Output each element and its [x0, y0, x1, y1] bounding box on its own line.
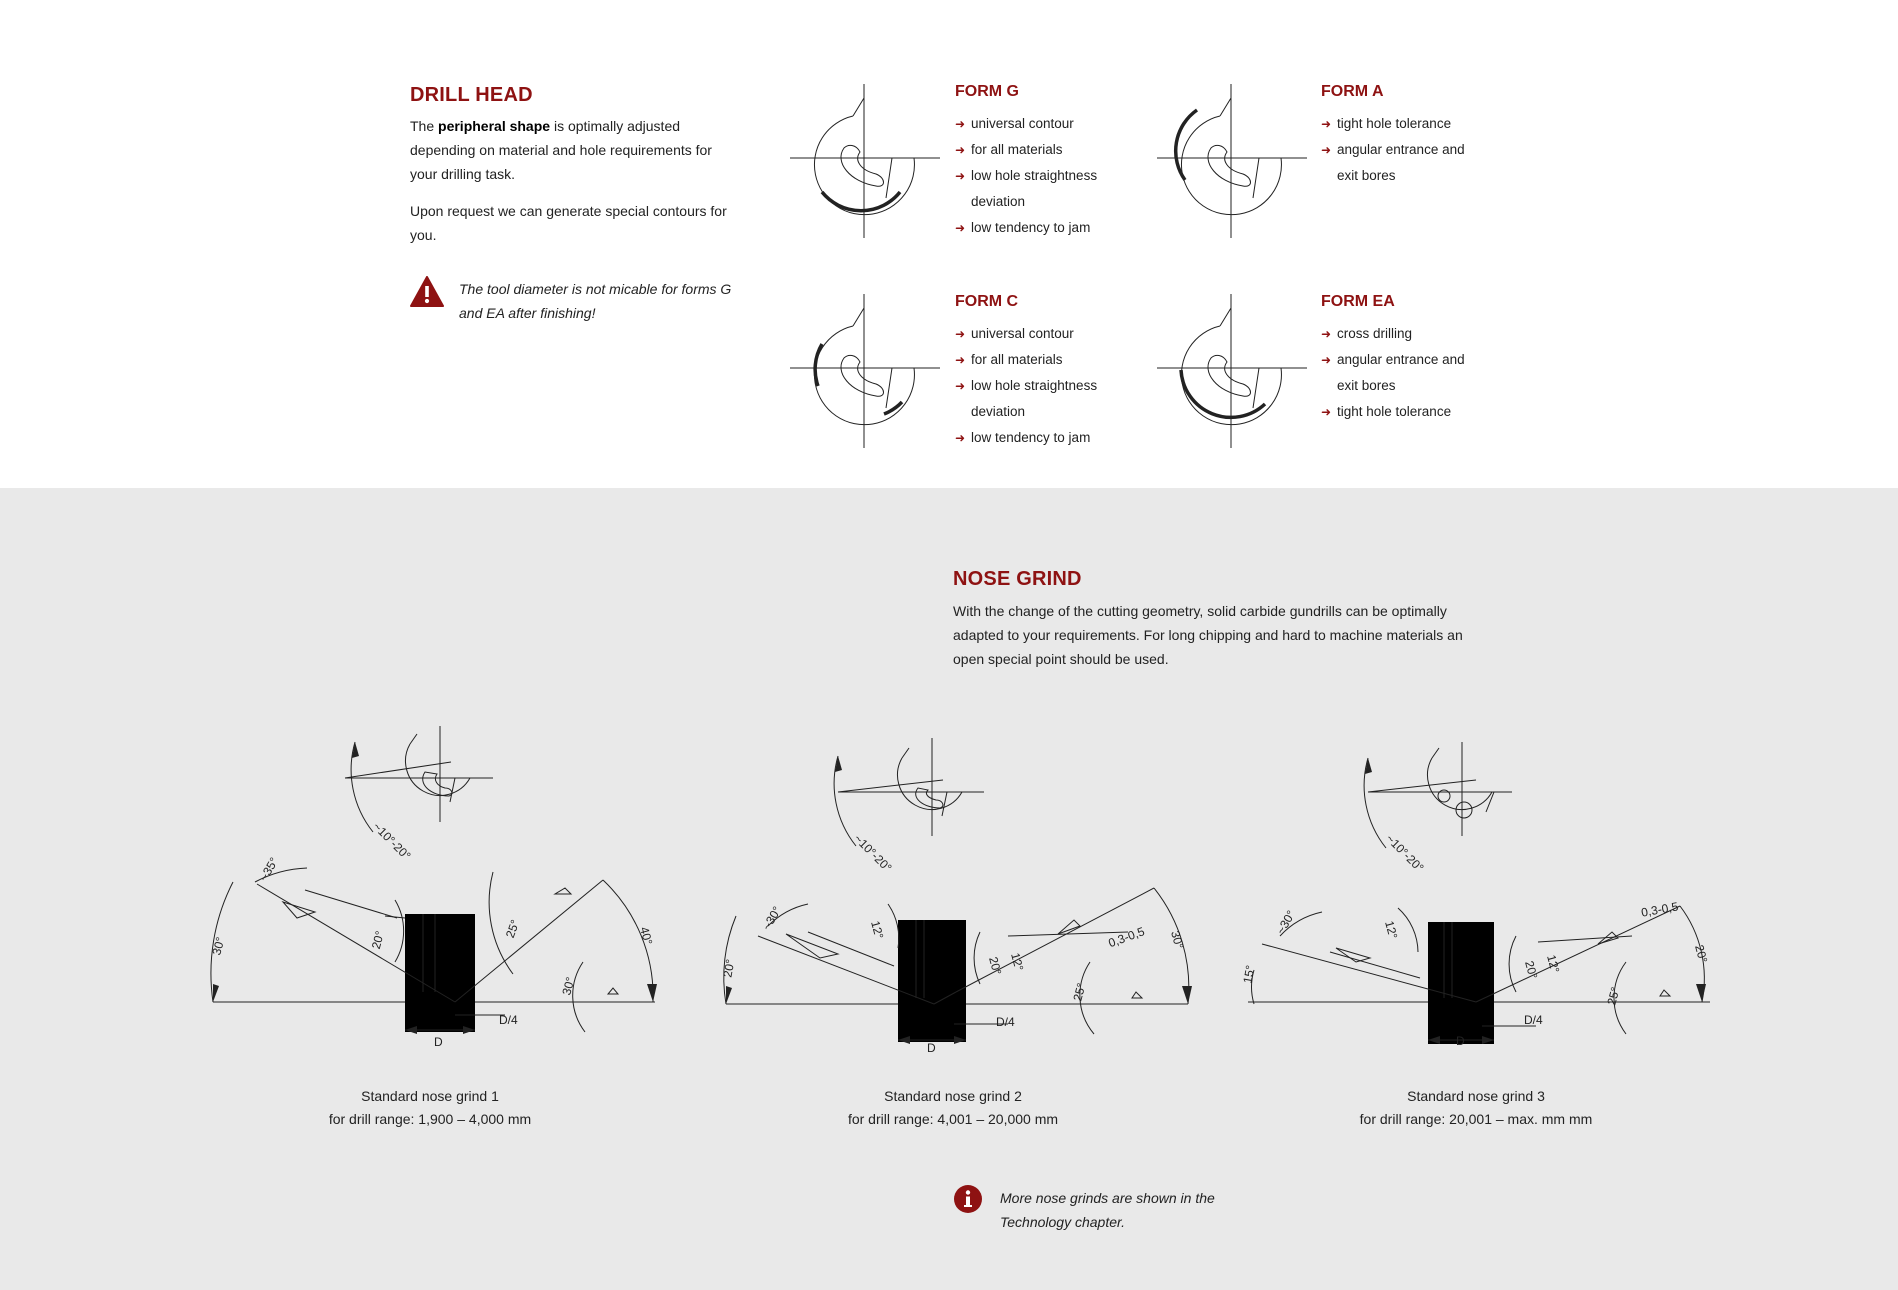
form-ea-list: [1321, 321, 1491, 425]
drill-head-title: DRILL HEAD: [410, 84, 533, 106]
list-item: ➜ low hole straightness deviation: [955, 163, 1121, 215]
list-item: ➜ low hole straightness deviation: [955, 373, 1121, 425]
grind3-d4: D/4: [1524, 1013, 1543, 1027]
form-ea-drawing: [1155, 292, 1315, 452]
grind3-a6: 0,3-0,5: [1640, 899, 1680, 920]
grind-3-name: Standard nose grind 3: [1407, 1088, 1545, 1104]
grind-2-name: Standard nose grind 2: [884, 1088, 1022, 1104]
list-item: ➜ for all materials: [955, 137, 1155, 163]
grind1-a4: 25°: [502, 917, 523, 940]
grind3-d: D: [1456, 1034, 1465, 1048]
form-c-drawing: [788, 292, 948, 452]
list-item: ➜ tight hole tolerance: [1321, 111, 1491, 137]
nose-grind-description: With the change of the cutting geometry, solid carbide gundrills can be optimally adapted to your requirements. For long chipping and hard to machine materials an open special point should be used.: [953, 603, 1463, 667]
info-circle-icon: [953, 1184, 983, 1214]
grind3-a8: 25°: [1604, 985, 1623, 1007]
grind-3-caption: [1296, 1085, 1656, 1131]
grind1-a5: 40°: [637, 925, 656, 947]
grind2-a8: 25°: [1070, 981, 1089, 1003]
grind-1-name: Standard nose grind 1: [361, 1088, 499, 1104]
grind-1-range: for drill range: 1,900 – 4,000 mm: [328, 1111, 532, 1127]
form-g-list: [955, 111, 1155, 241]
grind1-d4: D/4: [499, 1013, 518, 1027]
info-note: More nose grinds are shown in the Technology chapter.: [1000, 1190, 1215, 1230]
grind1-a1: ~35°: [256, 854, 282, 884]
form-a-drawing: [1155, 82, 1315, 242]
intro-pre: The: [410, 118, 439, 134]
list-item: ➜ angular entrance and exit bores: [1321, 137, 1482, 189]
grind1-d: D: [434, 1035, 443, 1049]
list-item: ➜ low tendency to jam: [955, 215, 1155, 241]
warning-note: The tool diameter is not micable for forms G and EA after finishing!: [459, 281, 732, 321]
grind3-a5: 12°: [1544, 953, 1563, 975]
grind1-top-angle: ~10°-20°: [370, 819, 414, 863]
list-item: ➜ angular entrance and exit bores: [1321, 347, 1482, 399]
grind3-a7: 20°: [1692, 943, 1711, 965]
grind3-a2: 15°: [1240, 964, 1258, 985]
list-item: ➜ low tendency to jam: [955, 425, 1155, 451]
grind2-a5: 12°: [1008, 951, 1027, 973]
intro-bold: peripheral shape: [438, 118, 551, 134]
grind2-d: D: [927, 1041, 936, 1055]
grind1-a2: 30°: [209, 935, 228, 957]
grind2-a2: 20°: [720, 958, 738, 979]
warning-triangle-icon: [410, 276, 444, 308]
grind-3-range: for drill range: 20,001 – max. mm mm: [1359, 1111, 1593, 1127]
form-c-title: FORM C: [955, 293, 1019, 310]
grind3-a4: 20°: [1522, 959, 1541, 981]
nose-grind-1-drawing: [205, 722, 665, 1052]
grind2-a6: 0,3-0,5: [1106, 924, 1147, 951]
form-a-list: [1321, 111, 1491, 189]
drill-head-request: Upon request we can generate special contours for you.: [410, 203, 727, 243]
list-item: ➜ universal contour: [955, 321, 1155, 347]
nose-grind-title: NOSE GRIND: [953, 568, 1082, 590]
form-g-title: FORM G: [955, 83, 1019, 100]
grind3-a3: 12°: [1382, 919, 1401, 941]
grind3-top-angle: ~10°-20°: [1383, 831, 1427, 875]
grind1-a6: 30°: [559, 975, 578, 997]
list-item: ➜ cross drilling: [1321, 321, 1491, 347]
grind-2-range: for drill range: 4,001 – 20,000 mm: [847, 1111, 1059, 1127]
form-g-drawing: [788, 82, 948, 242]
drill-head-intro: [410, 114, 730, 186]
grind2-a1: ~30°: [759, 903, 785, 933]
form-ea-title: FORM EA: [1321, 293, 1395, 310]
grind2-a3: 12°: [868, 919, 887, 941]
nose-grind-3-drawing: [1240, 740, 1720, 1052]
grind2-a4: 20°: [986, 955, 1005, 977]
grind2-top-angle: ~10°-20°: [851, 831, 895, 875]
list-item: ➜ for all materials: [955, 347, 1155, 373]
form-a-title: FORM A: [1321, 83, 1384, 100]
intro-post: is optimally adjusted depending on material and hole requirements for your drilling task.: [410, 118, 712, 182]
grind-2-caption: [773, 1085, 1133, 1131]
grind1-a3: 20°: [368, 929, 388, 951]
form-c-list: [955, 321, 1155, 451]
grind2-d4: D/4: [996, 1015, 1015, 1029]
list-item: ➜ universal contour: [955, 111, 1155, 137]
grind-1-caption: [250, 1085, 610, 1131]
list-item: ➜ tight hole tolerance: [1321, 399, 1491, 425]
grind2-a7: 30°: [1168, 929, 1187, 951]
nose-grind-2-drawing: [718, 736, 1198, 1055]
grind3-a1: ~30°: [1273, 907, 1299, 937]
